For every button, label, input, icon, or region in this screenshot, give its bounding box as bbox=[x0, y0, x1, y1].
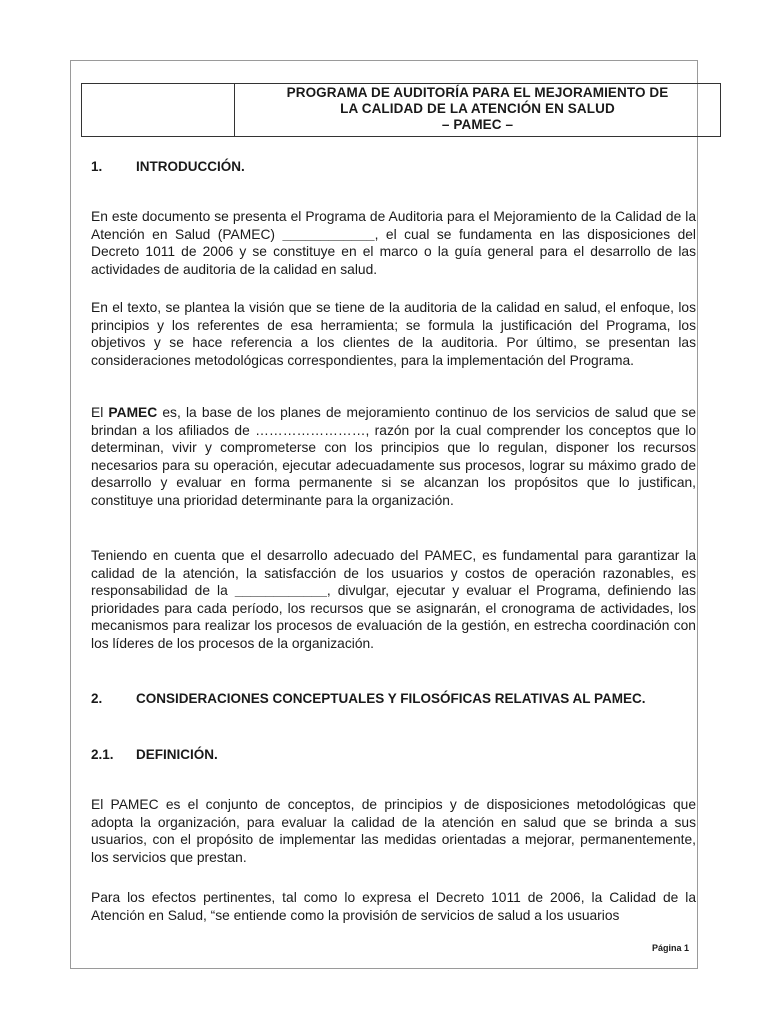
section-1-heading bbox=[91, 158, 245, 175]
document-title bbox=[235, 84, 721, 137]
section-number: 1. bbox=[91, 159, 103, 174]
paragraph-text: , divulgar, ejecutar y evaluar el Programa, definiendo las prioridades para cada período, los recursos que se asignarán, el cronograma de actividades, los mecanismos para realizar los procesos de evaluación de la gestión, en estrecha coordinación con los líderes de los procesos de la organización. bbox=[91, 583, 696, 651]
document-page bbox=[70, 60, 698, 969]
section-title: INTRODUCCIÓN. bbox=[136, 159, 245, 174]
page-number: Página 1 bbox=[651, 943, 689, 953]
fill-in-blank: ____________ bbox=[282, 226, 375, 242]
paragraph-text: es, la base de los planes de mejoramiento continuo de los servicios de salud que se brindan a los afiliados de ……………………, razón por la cual comprender los conceptos que lo determinan, vivir y comprometerse con los principios que lo regulan, disponer los recursos necesarios para su operación, ejecutar adecuadamente sus procesos, lograr su máximo grado de desarrollo y evaluar en forma permanente si se alcanzan los propósitos que lo justifican, constituye una prioridad determinante para la organización. bbox=[91, 405, 696, 508]
paragraph-4 bbox=[91, 547, 696, 653]
section-number: 2. bbox=[91, 691, 103, 706]
section-2-1-heading bbox=[91, 746, 218, 763]
paragraph-text: El bbox=[91, 405, 109, 420]
paragraph-text: , el cual se fundamenta en las disposiciones del Decreto 1011 de 2006 y se constituye en el marco o la guía general para el desarrollo de las actividades de auditoria de la calidad en salud. bbox=[91, 226, 697, 277]
paragraph-3 bbox=[91, 404, 696, 510]
title-line-1: PROGRAMA DE AUDITORÍA PARA EL MEJORAMIENTO DE bbox=[286, 85, 669, 100]
paragraph-text: Para los efectos pertinentes, tal como lo expresa el Decreto 1011 de 2006, la Calidad de la Atención en Salud, “se entiende como la provisión de servicios de salud a los usuarios bbox=[91, 890, 696, 923]
section-2-heading bbox=[91, 690, 696, 726]
title-line-2: LA CALIDAD DE LA ATENCIÓN EN SALUD bbox=[340, 101, 615, 116]
logo-cell bbox=[82, 84, 235, 137]
title-line-3: – PAMEC – bbox=[441, 117, 514, 132]
section-number: 2.1. bbox=[91, 747, 114, 762]
paragraph-2 bbox=[91, 299, 696, 369]
paragraph-1 bbox=[91, 208, 696, 278]
section-title: CONSIDERACIONES CONCEPTUALES Y FILOSÓFICAS RELATIVAS AL PAMEC. bbox=[136, 691, 646, 706]
paragraph-6 bbox=[91, 889, 696, 924]
section-title: DEFINICIÓN. bbox=[136, 747, 218, 762]
paragraph-text: En el texto, se plantea la visión que se tiene de la auditoria de la calidad en salud, el enfoque, los principios y los referentes de esa herramienta; se formula la justificación del Programa, los objetivos y se hace referencia a los clientes de la auditoria. Por último, se presentan las consideraciones metodológicas correspondientes, para la implementación del Programa. bbox=[91, 300, 696, 368]
paragraph-text: El PAMEC es el conjunto de conceptos, de principios y de disposiciones metodológicas que adopta la organización, para evaluar la calidad de la atención en salud que se brinda a sus usuarios, con el propósito de implementar las medidas orientadas a mejorar, permanentemente, los servicios que prestan. bbox=[91, 797, 696, 865]
fill-in-blank: ____________ bbox=[234, 583, 327, 599]
paragraph-text: Teniendo en cuenta que el desarrollo adecuado del PAMEC, es fundamental para garantizar la calidad de la atención, la satisfacción de los usuarios y costos de operación razonables, es responsabilidad de la bbox=[91, 548, 696, 599]
bold-term: PAMEC bbox=[108, 405, 158, 420]
paragraph-5 bbox=[91, 796, 696, 866]
header-table bbox=[81, 83, 721, 137]
paragraph-text: En este documento se presenta el Programa de Auditoria para el Mejoramiento de la Calidad de la Atención en Salud (PAMEC) bbox=[91, 209, 696, 242]
